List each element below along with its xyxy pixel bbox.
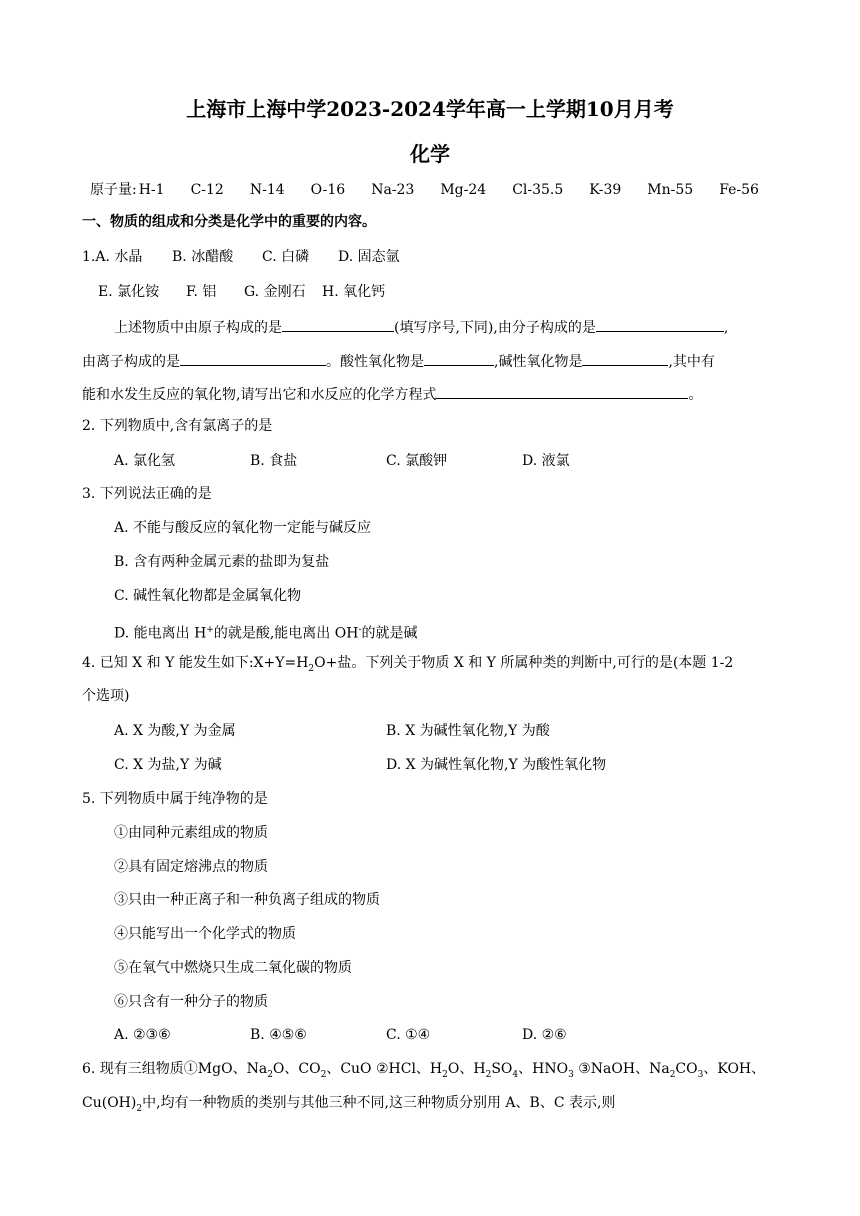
- atomic-mass-item: K-39: [589, 182, 622, 198]
- q5-statement: ⑥只含有一种分子的物质: [114, 994, 268, 1010]
- q1-paragraph-line1: 上述物质中由原子构成的是 (填写序号,下同),由分子构成的是 ,: [114, 317, 728, 338]
- atomic-mass-item: C-12: [190, 182, 224, 198]
- answer-blank[interactable]: [436, 384, 688, 399]
- q1-option-e: E. 氯化铵: [98, 284, 160, 300]
- q2-option-c: C. 氯酸钾: [386, 453, 448, 469]
- atomic-mass-item: O-16: [310, 182, 346, 198]
- q5-statement: ①由同种元素组成的物质: [114, 825, 268, 841]
- q6-stem-line2: $Cu(OH)_2$中,均有一种物质的类别与其他三种不同,这三种物质分别用 A、B、C 表示,则: [82, 1095, 616, 1114]
- q1-option-h: H. 氧化钙: [322, 284, 386, 300]
- q2-option-a: A. 氯化氢: [114, 453, 176, 469]
- exam-title: 上海市上海中学2023-2024学年高一上学期10月月考: [186, 97, 674, 121]
- q1-option-f: F. 铝: [186, 284, 217, 300]
- atomic-masses: [90, 180, 759, 200]
- q1-option-a: 1.A. 水晶: [82, 249, 143, 265]
- exam-subject: 化学: [410, 142, 450, 166]
- q1-number: 1.: [82, 249, 96, 265]
- atomic-mass-item: Cl-35.5: [512, 182, 564, 198]
- q4-stem-line1: 4. 已知 X 和 Y 能发生如下$:X+Y=H_2O+$盐。下列关于物质 X 和 Y 所属种类的判断中,可行的是(本题 1-2: [82, 655, 734, 674]
- atomic-mass-item: Mg-24: [440, 182, 487, 198]
- answer-blank[interactable]: [180, 351, 326, 366]
- answer-blank[interactable]: [424, 351, 494, 366]
- q1-option-c: C. 白磷: [262, 249, 310, 265]
- q5-option-d: D. ②⑥: [522, 1027, 567, 1043]
- q2-option-b: B. 食盐: [250, 453, 298, 469]
- q2-option-d: D. 液氯: [522, 453, 570, 469]
- q3-option-d: D. 能电离出 H+的就是酸,能电离出 OH-的就是碱: [114, 625, 418, 642]
- atomic-mass-item: Fe-56: [719, 182, 759, 198]
- q3-stem: 3. 下列说法正确的是: [82, 486, 212, 502]
- q5-option-a: A. ②③⑥: [114, 1027, 171, 1043]
- atomic-masses-label: 原子量:: [90, 182, 137, 198]
- q3-option-c: C. 碱性氧化物都是金属氧化物: [114, 588, 302, 604]
- atomic-mass-item: H-1: [138, 182, 165, 198]
- q5-statement: ②具有固定熔沸点的物质: [114, 859, 268, 875]
- q6-stem-line1: 6. 现有三组物质①MgO、$Na_2O$、$CO_2$、CuO ②HCl、$H_2O$、$H_2SO_4$、$HNO_3$ ③NaOH、$Na_2CO_3$、KOH、: [82, 1061, 766, 1080]
- q3-option-b: B. 含有两种金属元素的盐即为复盐: [114, 554, 330, 570]
- answer-blank[interactable]: [596, 317, 724, 332]
- section-heading: 一、物质的组成和分类是化学中的重要的内容。: [82, 214, 376, 230]
- q1-paragraph-line3: 能和水发生反应的氧化物,请写出它和水反应的化学方程式 。: [82, 384, 702, 405]
- q3-option-a: A. 不能与酸反应的氧化物一定能与碱反应: [114, 520, 372, 536]
- q5-statement: ③只由一种正离子和一种负离子组成的物质: [114, 892, 380, 908]
- q1-option-b: B. 冰醋酸: [172, 249, 234, 265]
- q5-option-c: C. ①④: [386, 1027, 431, 1043]
- q5-statement: ④只能写出一个化学式的物质: [114, 926, 296, 942]
- q1-option-g: G. 金刚石: [244, 284, 306, 300]
- q4-stem-line2: 个选项): [82, 688, 130, 704]
- atomic-mass-item: Mn-55: [647, 182, 694, 198]
- q2-stem: 2. 下列物质中,含有氯离子的是: [82, 418, 273, 434]
- atomic-mass-item: N-14: [249, 182, 285, 198]
- q4-option-a: A. X 为酸,Y 为金属: [114, 723, 236, 739]
- q5-option-b: B. ④⑤⑥: [250, 1027, 307, 1043]
- atomic-mass-item: Na-23: [371, 182, 415, 198]
- q4-option-c: C. X 为盐,Y 为碱: [114, 757, 222, 773]
- q5-statement: ⑤在氧气中燃烧只生成二氧化碳的物质: [114, 960, 352, 976]
- answer-blank[interactable]: [282, 317, 394, 332]
- q4-option-b: B. X 为碱性氧化物,Y 为酸: [386, 723, 550, 739]
- answer-blank[interactable]: [582, 351, 668, 366]
- q4-option-d: D. X 为碱性氧化物,Y 为酸性氧化物: [386, 757, 607, 773]
- q1-option-d: D. 固态氩: [338, 249, 400, 265]
- q1-paragraph-line2: 由离子构成的是 。酸性氧化物是 ,碱性氧化物是 ,其中有: [82, 351, 715, 372]
- q5-stem: 5. 下列物质中属于纯净物的是: [82, 791, 268, 807]
